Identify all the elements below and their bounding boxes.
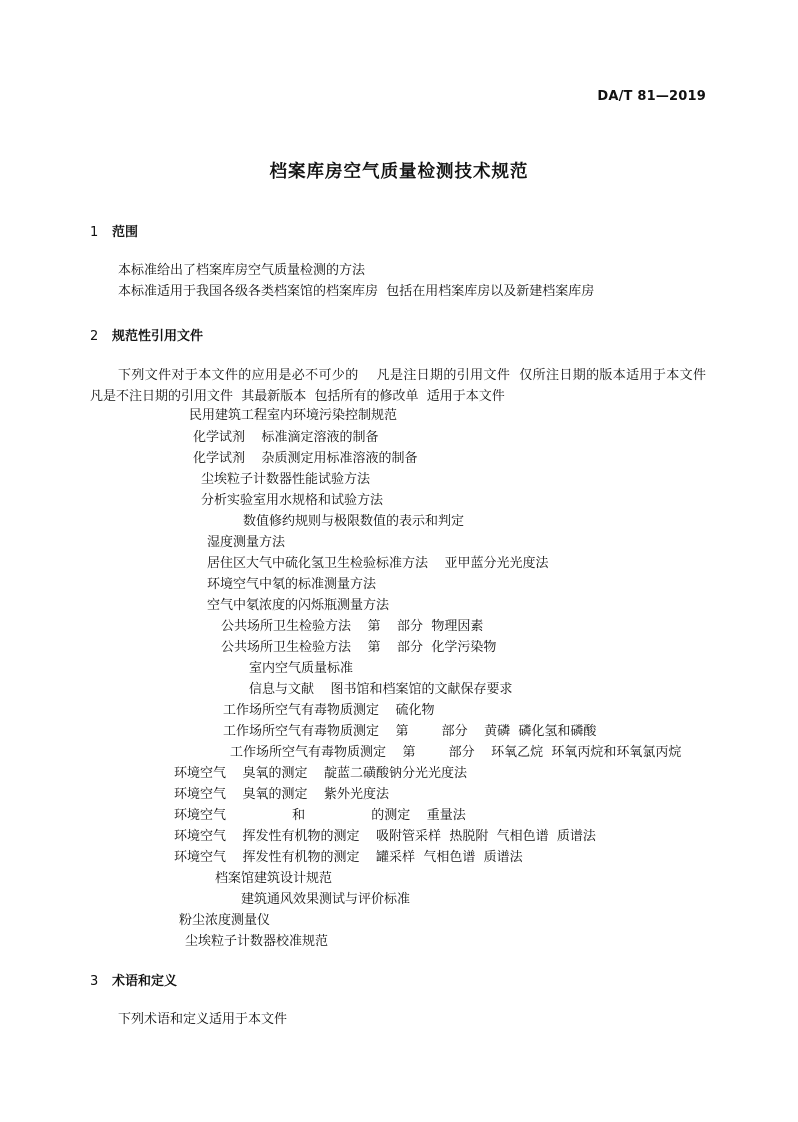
reference-item: 建筑通风效果测试与评价标准 bbox=[241, 892, 411, 907]
reference-item: 环境空气 臭氧的测定 靛蓝二磺酸钠分光光度法 bbox=[174, 766, 468, 781]
section-title: 规范性引用文件 bbox=[112, 329, 204, 344]
section-2-intro: 下列文件对于本文件的应用是必不可少的 凡是注日期的引用文件 仅所注日期的版本适用于本文件 凡是不注日期的引用文件 其最新版本 包括所有的修改单 适用于本文件 bbox=[90, 368, 723, 404]
reference-item: 公共场所卫生检验方法 第 部分 化学污染物 bbox=[221, 640, 497, 655]
section-title: 术语和定义 bbox=[112, 974, 178, 989]
section-number: 2 bbox=[90, 329, 99, 344]
reference-item: 化学试剂 标准滴定溶液的制备 bbox=[193, 430, 379, 445]
reference-item: 环境空气 臭氧的测定 紫外光度法 bbox=[174, 787, 390, 802]
section-3-heading bbox=[90, 970, 177, 989]
reference-item: 分析实验室用水规格和试验方法 bbox=[201, 493, 384, 508]
reference-item: 环境空气 挥发性有机物的测定 罐采样 气相色谱 质谱法 bbox=[174, 850, 523, 865]
reference-item: 信息与文献 图书馆和档案馆的文献保存要求 bbox=[249, 682, 513, 697]
section-number: 1 bbox=[90, 225, 99, 240]
reference-item: 环境空气中氡的标准测量方法 bbox=[207, 577, 377, 592]
reference-item: 尘埃粒子计数器性能试验方法 bbox=[201, 472, 371, 487]
section-2-heading bbox=[90, 325, 203, 344]
reference-item: 工作场所空气有毒物质测定 第 部分 黄磷 磷化氢和磷酸 bbox=[223, 724, 597, 739]
reference-item: 公共场所卫生检验方法 第 部分 物理因素 bbox=[221, 619, 484, 634]
reference-item: 档案馆建筑设计规范 bbox=[215, 871, 333, 886]
reference-item: 尘埃粒子计数器校准规范 bbox=[185, 934, 329, 949]
paragraph: 本标准给出了档案库房空气质量检测的方法 bbox=[118, 263, 366, 278]
section-1-heading bbox=[90, 221, 138, 240]
document-code: DA/T 81—2019 bbox=[597, 89, 706, 104]
reference-item: 居住区大气中硫化氢卫生检验标准方法 亚甲蓝分光光度法 bbox=[207, 556, 549, 571]
reference-item: 粉尘浓度测量仪 bbox=[179, 913, 271, 928]
reference-item: 数值修约规则与极限数值的表示和判定 bbox=[243, 514, 465, 529]
section-title: 范围 bbox=[112, 225, 139, 240]
reference-item: 环境空气 和 的测定 重量法 bbox=[174, 808, 466, 823]
reference-item: 工作场所空气有毒物质测定 硫化物 bbox=[223, 703, 435, 718]
paragraph: 下列术语和定义适用于本文件 bbox=[118, 1012, 288, 1027]
reference-item: 室内空气质量标准 bbox=[249, 661, 354, 676]
reference-item: 空气中氡浓度的闪烁瓶测量方法 bbox=[207, 598, 390, 613]
reference-item: 民用建筑工程室内环境污染控制规范 bbox=[189, 408, 398, 423]
paragraph: 本标准适用于我国各级各类档案馆的档案库房 包括在用档案库房以及新建档案库房 bbox=[118, 284, 595, 299]
reference-item: 湿度测量方法 bbox=[207, 535, 286, 550]
reference-item: 化学试剂 杂质测定用标准溶液的制备 bbox=[193, 451, 418, 466]
section-number: 3 bbox=[90, 974, 99, 989]
reference-item: 工作场所空气有毒物质测定 第 部分 环氧乙烷 环氧丙烷和环氧氯丙烷 bbox=[230, 745, 682, 760]
reference-item: 环境空气 挥发性有机物的测定 吸附管采样 热脱附 气相色谱 质谱法 bbox=[174, 829, 596, 844]
document-title: 档案库房空气质量检测技术规范 bbox=[269, 162, 529, 182]
